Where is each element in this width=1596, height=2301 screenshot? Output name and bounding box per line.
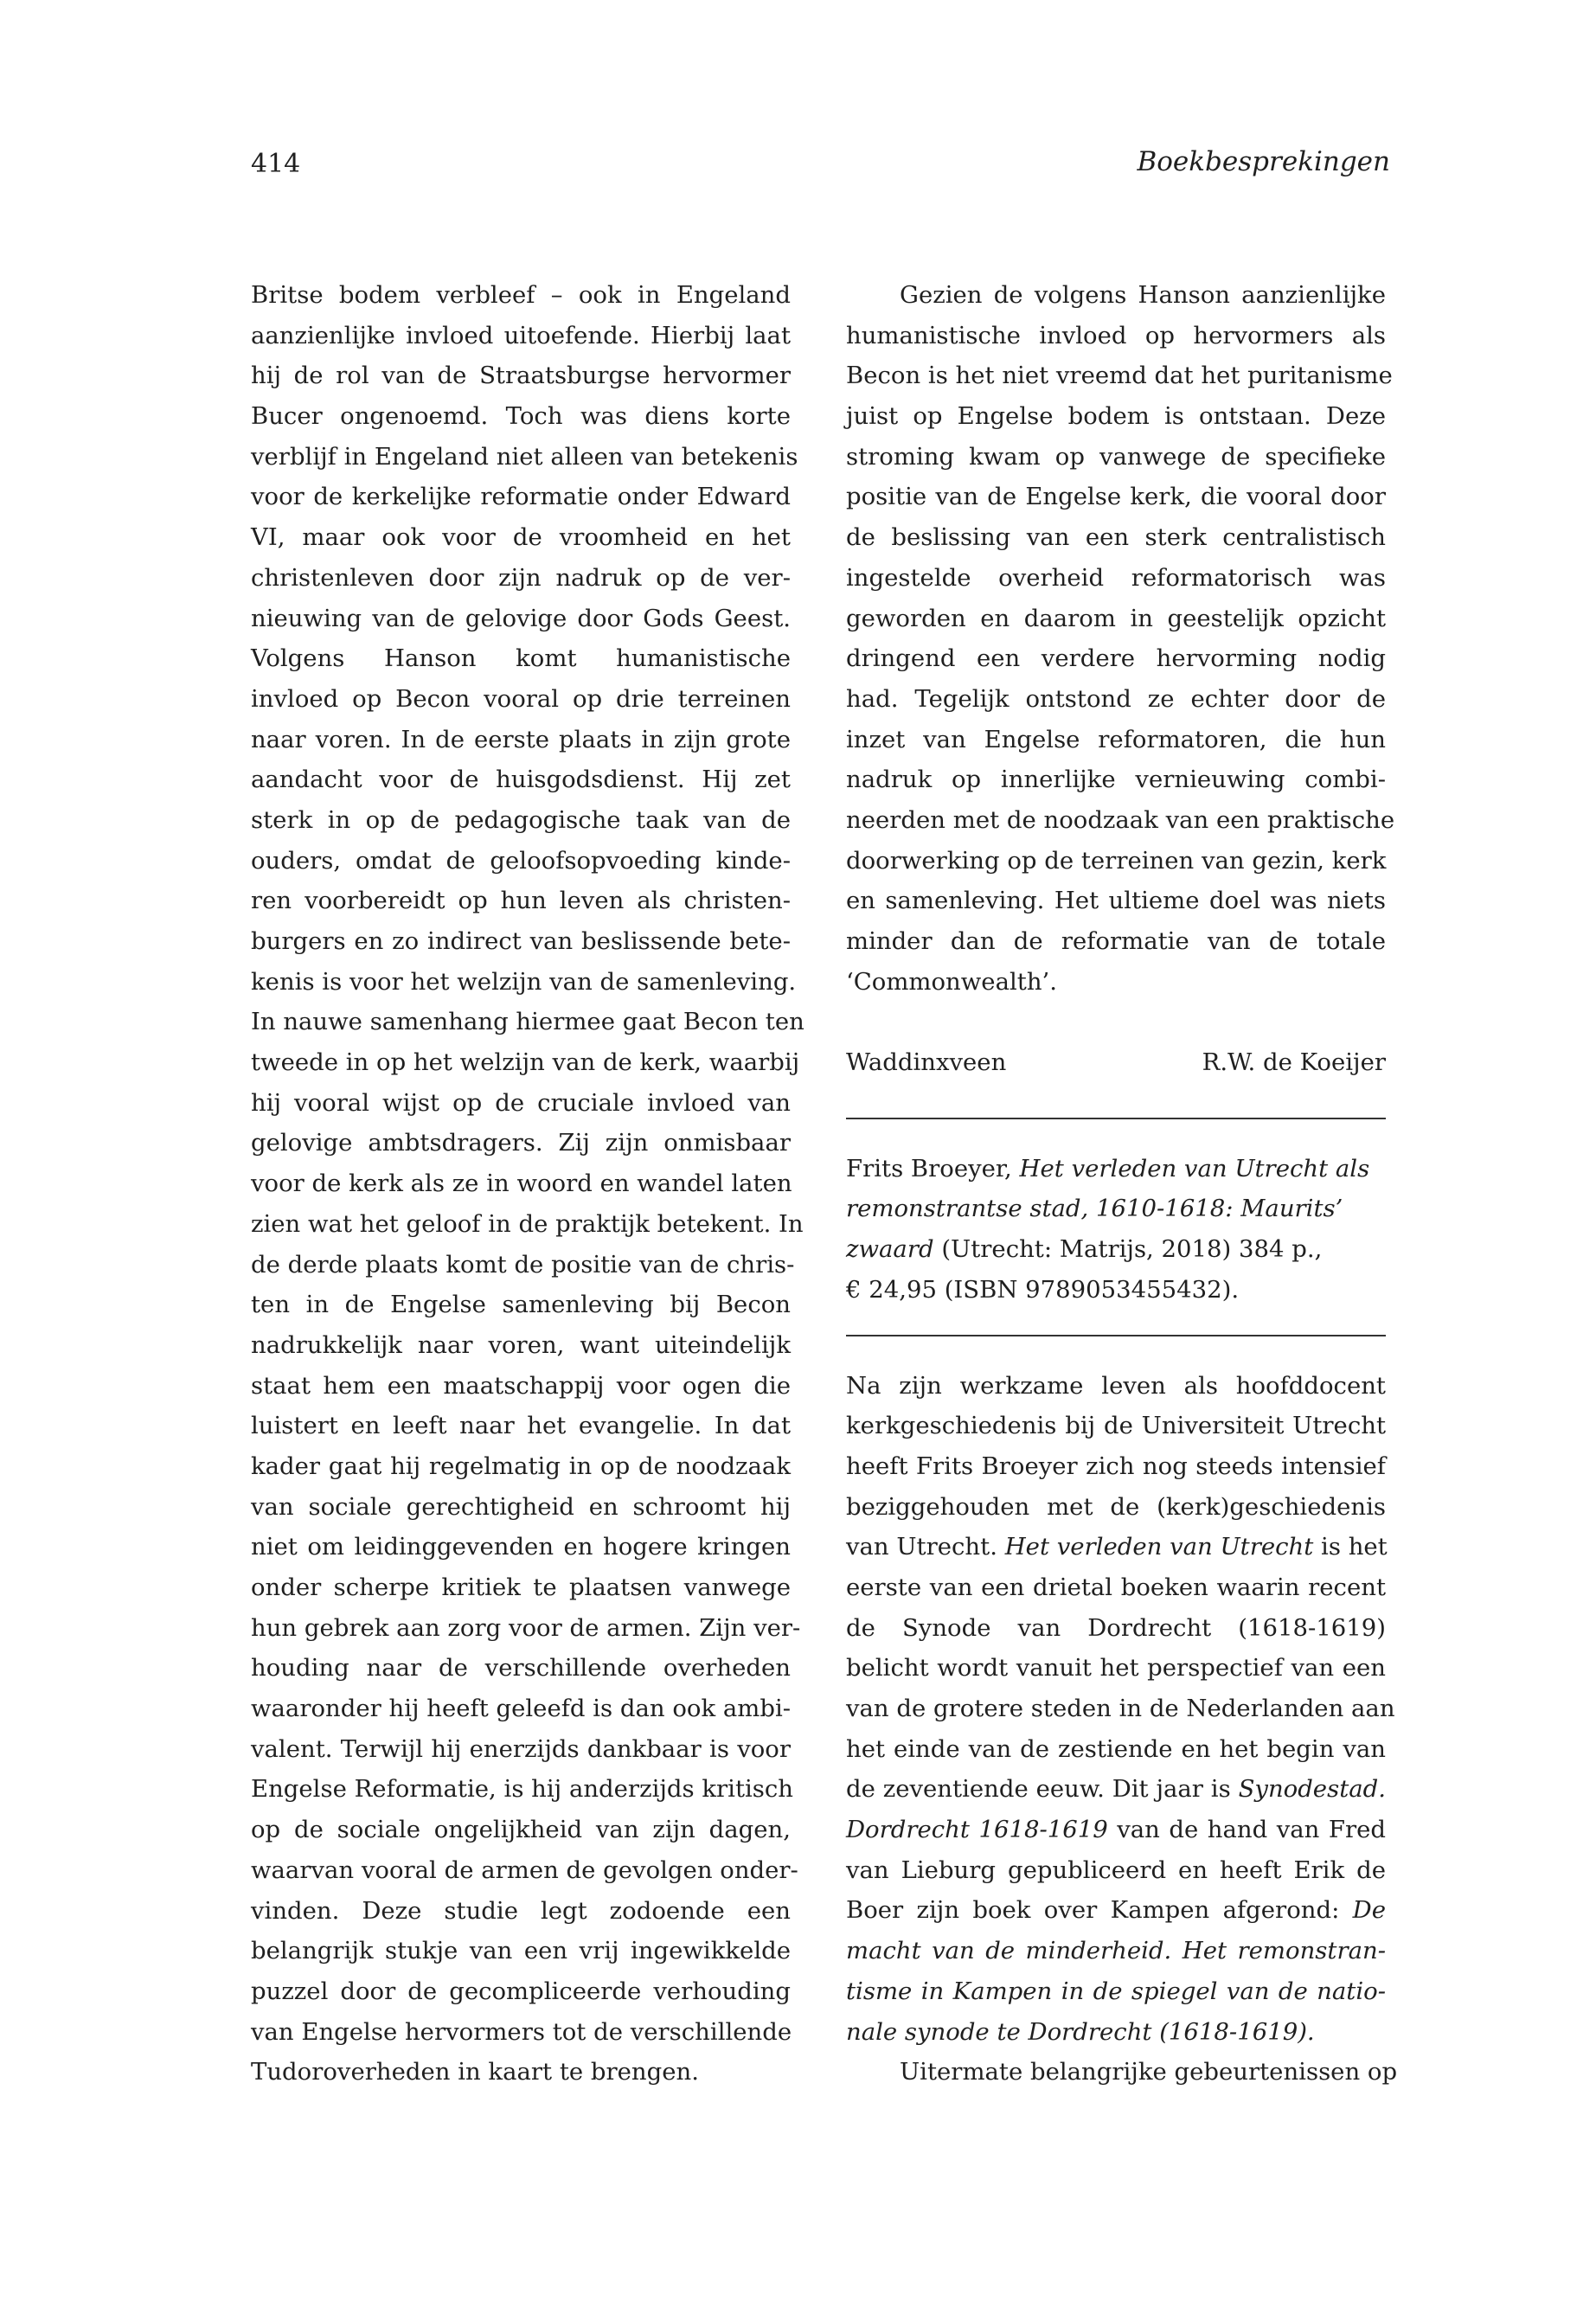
text-line — [251, 1850, 798, 1891]
italic-text: remonstrantse stad, 1610-1618: Maurits’ — [846, 1195, 1343, 1223]
text-line — [251, 1083, 791, 1124]
text-line — [846, 437, 1386, 478]
text-run: vinden. Deze studie legt zodoende een — [251, 1896, 791, 1925]
text-run: van de hand van Fred — [1107, 1816, 1386, 1844]
text-run: kerkgeschiedenis bij de Universiteit Utrecht — [846, 1412, 1386, 1440]
text-run: burgers en zo indirect van beslissende bete- — [251, 927, 791, 955]
new-review-paragraph — [846, 1366, 1398, 2093]
text-line — [846, 1648, 1386, 1689]
text-run: positie van de Engelse kerk, die vooral door — [846, 483, 1386, 511]
text-run: VI, maar ook voor de vroomheid en het — [251, 523, 791, 552]
text-run: van Lieburg gepubliceerd en heeft Erik de — [846, 1856, 1386, 1884]
text-line — [251, 679, 791, 720]
text-run: Boer zijn boek over Kampen afgerond: — [846, 1896, 1353, 1925]
text-run: waaronder hij heeft geleefd is dan ook ambi- — [251, 1695, 792, 1723]
text-line — [251, 1487, 791, 1528]
text-line — [251, 1285, 791, 1325]
text-line — [251, 1527, 791, 1567]
text-run: kenis is voor het welzijn van de samenleving. — [251, 967, 797, 996]
text-run: humanistische invloed op hervormers als — [846, 321, 1386, 349]
text-line — [251, 275, 791, 316]
right-column — [846, 275, 1398, 2093]
text-line — [846, 1527, 1386, 1567]
text-line — [846, 720, 1386, 760]
text-line — [251, 1042, 800, 1083]
text-run: aanzienlijke invloed uitoefende. Hierbij laat — [251, 321, 791, 349]
text-line — [251, 2052, 791, 2093]
text-line — [251, 1971, 791, 2012]
text-line — [846, 1689, 1395, 1729]
text-run: Tudoroverheden in kaart te brengen. — [251, 2058, 699, 2086]
text-run: gelovige ambtsdragers. Zij zijn onmisbaar — [251, 1129, 791, 1157]
text-run: sterk in op de pedagogische taak van de — [251, 805, 791, 834]
text-line — [251, 1608, 801, 1649]
text-run: de Synode van Dordrecht (1618-1619) — [846, 1613, 1386, 1642]
text-line — [251, 1446, 791, 1487]
italic-text: Synodestad. — [1238, 1775, 1386, 1804]
text-run: (Utrecht: Matrijs, 2018) 384 p., — [933, 1235, 1323, 1264]
text-line — [846, 1366, 1386, 1407]
text-line — [846, 1810, 1386, 1850]
running-title: Boekbesprekingen — [1137, 146, 1390, 177]
text-line — [251, 1648, 791, 1689]
text-line — [251, 800, 791, 841]
text-run: ren voorbereidt op hun leven als christen- — [251, 887, 791, 915]
text-run: en samenleving. Het ultieme doel was niets — [846, 887, 1386, 915]
text-run: kader gaat hij regelmatig in op de noodzaak — [251, 1452, 791, 1480]
text-line — [846, 962, 1386, 1003]
text-line — [846, 1729, 1386, 1770]
text-line — [846, 356, 1393, 396]
text-line — [251, 638, 791, 679]
text-line — [251, 720, 791, 760]
text-line — [846, 638, 1386, 679]
text-run: beziggehouden met de (kerk)geschiedenis — [846, 1492, 1386, 1521]
text-run: had. Tegelijk ontstond ze echter door de — [846, 684, 1386, 713]
text-run: belicht wordt vanuit het perspectief van een — [846, 1654, 1386, 1682]
text-run: Frits Broeyer, — [846, 1154, 1020, 1183]
text-line — [846, 921, 1386, 962]
text-run: nadruk op innerlijke vernieuwing combi- — [846, 766, 1386, 794]
text-run: Volgens Hanson komt humanistische — [251, 644, 791, 673]
text-line — [251, 558, 791, 599]
text-line — [846, 881, 1386, 921]
text-run: geworden en daarom in geestelijk opzicht — [846, 604, 1386, 632]
text-run: voor de kerk als ze in woord en wandel laten — [251, 1170, 792, 1198]
text-line — [251, 1891, 791, 1932]
text-run: voor de kerkelijke reformatie onder Edward — [251, 483, 791, 511]
text-line — [846, 1487, 1386, 1528]
text-line — [846, 679, 1386, 720]
text-run: valent. Terwijl hij enerzijds dankbaar is voor — [251, 1734, 791, 1763]
text-line — [251, 841, 791, 881]
text-line — [251, 396, 791, 437]
text-run: tweede in op het welzijn van de kerk, waarbij — [251, 1048, 800, 1077]
text-run: de beslissing van een sterk centralistisch — [846, 523, 1386, 552]
text-run: dringend een verdere hervorming nodig — [846, 644, 1386, 673]
text-line — [251, 1931, 791, 1971]
text-line — [251, 760, 791, 800]
text-run: heeft Frits Broeyer zich nog steeds intensief — [846, 1452, 1386, 1480]
text-line — [251, 437, 798, 478]
text-line — [846, 800, 1395, 841]
text-run: juist op Engelse bodem is ontstaan. Deze — [846, 402, 1386, 431]
text-line — [251, 1002, 804, 1042]
text-line — [846, 599, 1386, 639]
italic-text: Het verleden van Utrecht — [1004, 1533, 1314, 1561]
text-line — [251, 1245, 795, 1285]
text-run: eerste van een drietal boeken waarin recent — [846, 1573, 1386, 1601]
text-line — [846, 1608, 1386, 1649]
text-line — [251, 477, 791, 517]
text-run: inzet van Engelse reformatoren, die hun — [846, 725, 1386, 753]
text-run: Gezien de volgens Hanson aanzienlijke — [900, 281, 1386, 309]
bottom-rule — [846, 1335, 1386, 1336]
text-run: aandacht voor de huisgodsdienst. Hij zet — [251, 766, 791, 794]
book-citation — [846, 1149, 1386, 1311]
text-run: Bucer ongenoemd. Toch was diens korte — [251, 402, 791, 431]
text-run: van sociale gerechtigheid en schroomt hij — [251, 1492, 791, 1521]
italic-text: zwaard — [846, 1235, 934, 1264]
italic-text: De — [1352, 1896, 1386, 1925]
text-line — [846, 1931, 1386, 1971]
text-line — [251, 517, 791, 558]
text-run: ten in de Engelse samenleving bij Becon — [251, 1291, 791, 1319]
italic-text: Het verleden van Utrecht als — [1019, 1154, 1370, 1183]
citation-line — [846, 1189, 1386, 1229]
text-line — [846, 1769, 1386, 1810]
review-signature — [846, 1042, 1386, 1083]
text-run: houding naar de verschillende overheden — [251, 1654, 791, 1682]
italic-text: Dordrecht 1618-1619 — [846, 1816, 1108, 1844]
text-line — [846, 275, 1386, 316]
text-line — [251, 1729, 791, 1770]
text-run: In nauwe samenhang hiermee gaat Becon ten — [251, 1008, 804, 1036]
page-number: 414 — [251, 149, 301, 179]
text-line — [846, 2012, 1386, 2053]
text-line — [251, 356, 791, 396]
text-line — [251, 1204, 804, 1245]
text-line — [846, 1406, 1386, 1446]
text-run: Britse bodem verbleef – ook in Engeland — [251, 281, 791, 309]
text-line — [846, 1446, 1386, 1487]
italic-text: tisme in Kampen in de spiegel van de natio- — [846, 1977, 1386, 2005]
text-line — [846, 396, 1386, 437]
text-run: van de grotere steden in de Nederlanden aan — [846, 1695, 1395, 1722]
text-line — [846, 2052, 1398, 2093]
text-run: christenleven door zijn nadruk op de ver- — [251, 563, 791, 592]
text-line — [846, 841, 1386, 881]
text-run: € 24,95 (ISBN 9789053455432). — [846, 1275, 1240, 1304]
text-run: ingestelde overheid reformatorisch was — [846, 563, 1386, 592]
text-line — [846, 316, 1386, 356]
text-line — [251, 1769, 794, 1810]
text-line — [251, 1123, 791, 1163]
text-line — [251, 316, 791, 356]
left-column-text — [251, 275, 804, 2093]
text-run: op de sociale ongelijkheid van zijn dagen, — [251, 1816, 791, 1844]
text-line — [846, 760, 1386, 800]
italic-text: nale synode te Dordrecht (1618-1619). — [846, 2017, 1315, 2046]
text-run: staat hem een maatschappij voor ogen die — [251, 1371, 791, 1400]
text-line — [846, 558, 1386, 599]
text-run: naar voren. In de eerste plaats in zijn grote — [251, 725, 791, 753]
text-run: Becon is het niet vreemd dat het puritanisme — [846, 362, 1393, 390]
text-run: van Utrecht. — [846, 1533, 1005, 1561]
text-line — [251, 1567, 791, 1608]
text-line — [251, 1366, 791, 1407]
text-run: de derde plaats komt de positie van de chris- — [251, 1250, 795, 1279]
text-run: neerden met de noodzaak van een praktische — [846, 805, 1395, 834]
text-line — [846, 517, 1386, 558]
text-run: invloed op Becon vooral op drie terreinen — [251, 684, 791, 713]
text-run: de zeventiende eeuw. Dit jaar is — [846, 1775, 1239, 1804]
signature-place: Waddinxveen — [846, 1048, 1007, 1077]
text-line — [251, 599, 791, 639]
text-run: verblijf in Engeland niet alleen van betekenis — [251, 442, 798, 471]
text-run: het einde van de zestiende en het begin van — [846, 1734, 1386, 1763]
text-run: nieuwing van de gelovige door Gods Geest. — [251, 604, 791, 632]
left-column — [251, 275, 804, 2093]
text-line — [251, 1325, 791, 1366]
text-line — [251, 1810, 791, 1850]
text-run: zien wat het geloof in de praktijk betekent. In — [251, 1209, 804, 1238]
citation-line — [846, 1229, 1386, 1270]
italic-text: macht van de minderheid. Het remonstran- — [846, 1937, 1386, 1965]
text-line — [846, 1890, 1386, 1931]
text-run: Uitermate belangrijke gebeurtenissen op — [900, 2058, 1398, 2086]
text-line — [846, 477, 1386, 517]
text-line — [251, 962, 797, 1003]
top-rule — [846, 1118, 1386, 1119]
text-run: Na zijn werkzame leven als hoofddocent — [846, 1371, 1386, 1400]
text-run: hij de rol van de Straatsburgse hervormer — [251, 362, 791, 390]
text-run: doorwerking op de terreinen van gezin, kerk — [846, 846, 1387, 875]
text-run: is het — [1313, 1533, 1388, 1561]
text-run: waarvan vooral de armen de gevolgen onder- — [251, 1856, 798, 1884]
text-run: belangrijk stukje van een vrij ingewikkelde — [251, 1937, 791, 1965]
text-run: hij vooral wijst op de cruciale invloed van — [251, 1088, 791, 1117]
text-line — [251, 1689, 791, 1729]
text-line — [251, 1163, 791, 1204]
text-line — [251, 2012, 791, 2053]
text-run: niet om leidinggevenden en hogere kringen — [251, 1533, 791, 1561]
text-run: ‘Commonwealth’. — [846, 967, 1058, 996]
text-line — [251, 1406, 791, 1446]
text-run: minder dan de reformatie van de totale — [846, 927, 1386, 955]
citation-line — [846, 1149, 1386, 1189]
text-run: Engelse Reformatie, is hij anderzijds kritisch — [251, 1775, 794, 1804]
text-line — [846, 1567, 1386, 1608]
text-line — [846, 1850, 1386, 1891]
signature-author: R.W. de Koeijer — [1202, 1048, 1386, 1077]
text-line — [846, 1971, 1386, 2012]
text-run: luistert en leeft naar het evangelie. In dat — [251, 1412, 791, 1440]
text-run: onder scherpe kritiek te plaatsen vanwege — [251, 1574, 791, 1601]
text-run: puzzel door de gecompliceerde verhouding — [251, 1977, 791, 2005]
text-run: hun gebrek aan zorg voor de armen. Zijn ver- — [251, 1613, 801, 1642]
review-closing-paragraph — [846, 275, 1395, 1002]
text-run: ouders, omdat de geloofsopvoeding kinde- — [251, 846, 791, 875]
text-line — [251, 881, 791, 921]
text-line — [251, 921, 791, 962]
text-run: stroming kwam op vanwege de specifieke — [846, 442, 1386, 471]
citation-line — [846, 1270, 1386, 1311]
text-run: nadrukkelijk naar voren, want uiteindelijk — [251, 1330, 791, 1359]
text-run: van Engelse hervormers tot de verschillende — [251, 2017, 792, 2046]
